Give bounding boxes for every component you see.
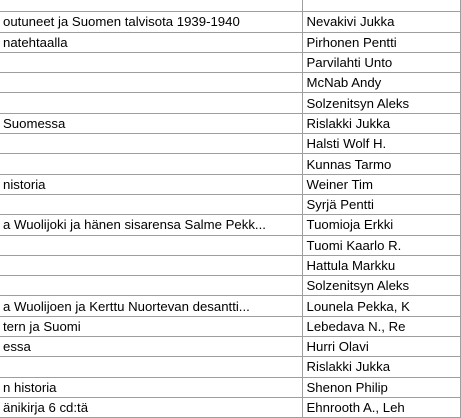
title-cell[interactable] bbox=[0, 377, 302, 397]
author-cell[interactable]: Rislakki Jukka bbox=[302, 357, 460, 377]
author-cell[interactable]: Nevakivi Jukka bbox=[302, 12, 460, 32]
author-cell[interactable]: Lebedava N., Re bbox=[302, 316, 460, 336]
title-text: n historia bbox=[3, 379, 57, 395]
author-cell[interactable]: Pirhonen Pentti bbox=[302, 32, 460, 52]
title-cell[interactable] bbox=[0, 52, 302, 72]
title-cell[interactable] bbox=[0, 73, 302, 93]
title-cell[interactable] bbox=[0, 397, 302, 417]
title-cell[interactable] bbox=[0, 0, 302, 12]
title-text: a Wuolijoen ja Kerttu Nuortevan desantti... bbox=[3, 298, 250, 314]
table-row[interactable] bbox=[0, 215, 460, 235]
title-text: natehtaalla bbox=[3, 34, 68, 50]
author-cell[interactable]: Shenon Philip bbox=[302, 377, 460, 397]
table-row[interactable] bbox=[0, 357, 460, 377]
title-text: outuneet ja Suomen talvisota 1939-1940 bbox=[3, 14, 240, 30]
title-cell[interactable] bbox=[0, 113, 302, 133]
table-row[interactable] bbox=[0, 316, 460, 336]
title-cell[interactable] bbox=[0, 276, 302, 296]
author-cell[interactable]: Syrjä Pentti bbox=[302, 194, 460, 214]
table-row[interactable] bbox=[0, 194, 460, 214]
table-row[interactable] bbox=[0, 12, 460, 32]
author-cell[interactable]: Hurri Olavi bbox=[302, 337, 460, 357]
author-cell[interactable] bbox=[302, 0, 460, 12]
title-cell[interactable] bbox=[0, 235, 302, 255]
table-row[interactable] bbox=[0, 52, 460, 72]
title-text: a Wuolijoki ja hänen sisarensa Salme Pekk... bbox=[3, 217, 266, 233]
author-cell[interactable]: McNab Andy bbox=[302, 73, 460, 93]
author-cell[interactable]: Weiner Tim bbox=[302, 174, 460, 194]
table-row[interactable] bbox=[0, 32, 460, 52]
author-cell[interactable]: Tuomi Kaarlo R. bbox=[302, 235, 460, 255]
title-text: tern ja Suomi bbox=[3, 318, 81, 334]
author-cell[interactable]: Halsti Wolf H. bbox=[302, 134, 460, 154]
author-cell[interactable]: Tuomioja Erkki bbox=[302, 215, 460, 235]
table-row[interactable] bbox=[0, 397, 460, 417]
table-row[interactable] bbox=[0, 154, 460, 174]
title-cell[interactable] bbox=[0, 12, 302, 32]
author-cell[interactable]: Lounela Pekka, K bbox=[302, 296, 460, 316]
author-cell[interactable]: Rislakki Jukka bbox=[302, 113, 460, 133]
title-cell[interactable] bbox=[0, 32, 302, 52]
author-cell[interactable]: Kunnas Tarmo bbox=[302, 154, 460, 174]
table-row[interactable] bbox=[0, 93, 460, 113]
author-cell[interactable]: Solzenitsyn Aleks bbox=[302, 93, 460, 113]
table-row[interactable] bbox=[0, 73, 460, 93]
title-text: änikirja 6 cd:tä bbox=[3, 400, 89, 416]
author-cell[interactable]: Ehnrooth A., Leh bbox=[302, 397, 460, 417]
title-cell[interactable] bbox=[0, 357, 302, 377]
title-cell[interactable] bbox=[0, 134, 302, 154]
author-cell[interactable]: Solzenitsyn Aleks bbox=[302, 276, 460, 296]
author-cell[interactable]: Hattula Markku bbox=[302, 255, 460, 275]
table-row[interactable] bbox=[0, 296, 460, 316]
title-cell[interactable] bbox=[0, 194, 302, 214]
title-cell[interactable] bbox=[0, 337, 302, 357]
title-text: nistoria bbox=[3, 176, 46, 192]
table-row[interactable] bbox=[0, 0, 460, 12]
author-cell[interactable]: Parvilahti Unto bbox=[302, 52, 460, 72]
title-text: Suomessa bbox=[3, 115, 66, 131]
title-cell[interactable] bbox=[0, 296, 302, 316]
title-cell[interactable] bbox=[0, 255, 302, 275]
title-cell[interactable] bbox=[0, 93, 302, 113]
table-row[interactable] bbox=[0, 235, 460, 255]
title-cell[interactable] bbox=[0, 154, 302, 174]
table-row[interactable] bbox=[0, 276, 460, 296]
title-cell[interactable] bbox=[0, 316, 302, 336]
table-row[interactable] bbox=[0, 134, 460, 154]
title-cell[interactable] bbox=[0, 174, 302, 194]
title-text: essa bbox=[3, 339, 31, 355]
table-row[interactable] bbox=[0, 337, 460, 357]
table-row[interactable] bbox=[0, 174, 460, 194]
table-row[interactable] bbox=[0, 377, 460, 397]
table-row[interactable] bbox=[0, 113, 460, 133]
title-cell[interactable] bbox=[0, 215, 302, 235]
table-row[interactable] bbox=[0, 255, 460, 275]
